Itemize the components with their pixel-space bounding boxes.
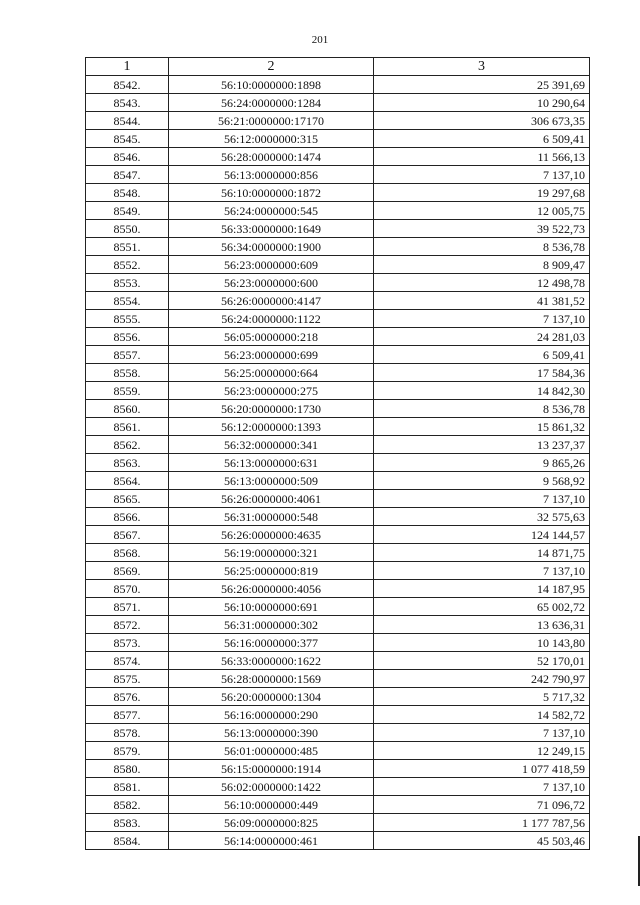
table-row bbox=[86, 220, 590, 238]
value-cell: 124 144,57 bbox=[374, 526, 590, 544]
value-cell: 6 509,41 bbox=[374, 346, 590, 364]
table-row bbox=[86, 400, 590, 418]
table-row bbox=[86, 166, 590, 184]
row-number-cell: 8547. bbox=[86, 166, 169, 184]
value-cell: 52 170,01 bbox=[374, 652, 590, 670]
value-cell: 24 281,03 bbox=[374, 328, 590, 346]
table-row bbox=[86, 778, 590, 796]
value-cell: 14 582,72 bbox=[374, 706, 590, 724]
row-number-cell: 8575. bbox=[86, 670, 169, 688]
row-number-cell: 8543. bbox=[86, 94, 169, 112]
value-cell: 39 522,73 bbox=[374, 220, 590, 238]
cadastral-number-cell: 56:23:0000000:600 bbox=[169, 274, 374, 292]
row-number-cell: 8560. bbox=[86, 400, 169, 418]
table-row bbox=[86, 238, 590, 256]
cadastral-number-cell: 56:20:0000000:1304 bbox=[169, 688, 374, 706]
cadastral-number-cell: 56:16:0000000:290 bbox=[169, 706, 374, 724]
cadastral-number-cell: 56:23:0000000:699 bbox=[169, 346, 374, 364]
table-row bbox=[86, 94, 590, 112]
table-row bbox=[86, 346, 590, 364]
row-number-cell: 8553. bbox=[86, 274, 169, 292]
row-number-cell: 8563. bbox=[86, 454, 169, 472]
cadastral-number-cell: 56:24:0000000:1284 bbox=[169, 94, 374, 112]
table-row bbox=[86, 364, 590, 382]
value-cell: 12 005,75 bbox=[374, 202, 590, 220]
value-cell: 7 137,10 bbox=[374, 490, 590, 508]
cadastral-number-cell: 56:13:0000000:856 bbox=[169, 166, 374, 184]
row-number-cell: 8551. bbox=[86, 238, 169, 256]
table-row bbox=[86, 310, 590, 328]
table-row bbox=[86, 292, 590, 310]
value-cell: 7 137,10 bbox=[374, 724, 590, 742]
cadastral-number-cell: 56:25:0000000:664 bbox=[169, 364, 374, 382]
row-number-cell: 8544. bbox=[86, 112, 169, 130]
value-cell: 14 871,75 bbox=[374, 544, 590, 562]
cadastral-number-cell: 56:01:0000000:485 bbox=[169, 742, 374, 760]
table-row bbox=[86, 454, 590, 472]
row-number-cell: 8567. bbox=[86, 526, 169, 544]
table-row bbox=[86, 526, 590, 544]
table-row bbox=[86, 544, 590, 562]
row-number-cell: 8545. bbox=[86, 130, 169, 148]
value-cell: 1 177 787,56 bbox=[374, 814, 590, 832]
value-cell: 17 584,36 bbox=[374, 364, 590, 382]
row-number-cell: 8582. bbox=[86, 796, 169, 814]
cadastral-number-cell: 56:34:0000000:1900 bbox=[169, 238, 374, 256]
cadastral-number-cell: 56:09:0000000:825 bbox=[169, 814, 374, 832]
row-number-cell: 8548. bbox=[86, 184, 169, 202]
cadastral-number-cell: 56:26:0000000:4056 bbox=[169, 580, 374, 598]
cadastral-number-cell: 56:28:0000000:1569 bbox=[169, 670, 374, 688]
value-cell: 41 381,52 bbox=[374, 292, 590, 310]
value-cell: 13 636,31 bbox=[374, 616, 590, 634]
cadastral-number-cell: 56:24:0000000:1122 bbox=[169, 310, 374, 328]
value-cell: 1 077 418,59 bbox=[374, 760, 590, 778]
value-cell: 14 842,30 bbox=[374, 382, 590, 400]
table-body bbox=[86, 76, 590, 850]
value-cell: 7 137,10 bbox=[374, 310, 590, 328]
row-number-cell: 8578. bbox=[86, 724, 169, 742]
table-row bbox=[86, 274, 590, 292]
cadastral-number-cell: 56:25:0000000:819 bbox=[169, 562, 374, 580]
value-cell: 65 002,72 bbox=[374, 598, 590, 616]
cadastral-number-cell: 56:10:0000000:1872 bbox=[169, 184, 374, 202]
value-cell: 7 137,10 bbox=[374, 778, 590, 796]
header-row bbox=[86, 58, 590, 76]
value-cell: 45 503,46 bbox=[374, 832, 590, 850]
cadastral-number-cell: 56:12:0000000:1393 bbox=[169, 418, 374, 436]
row-number-cell: 8559. bbox=[86, 382, 169, 400]
value-cell: 12 249,15 bbox=[374, 742, 590, 760]
row-number-cell: 8577. bbox=[86, 706, 169, 724]
table-row bbox=[86, 760, 590, 778]
table-row bbox=[86, 670, 590, 688]
table-row bbox=[86, 634, 590, 652]
row-number-cell: 8581. bbox=[86, 778, 169, 796]
row-number-cell: 8569. bbox=[86, 562, 169, 580]
column-header-3: 3 bbox=[374, 58, 590, 76]
row-number-cell: 8572. bbox=[86, 616, 169, 634]
row-number-cell: 8557. bbox=[86, 346, 169, 364]
cadastral-number-cell: 56:12:0000000:315 bbox=[169, 130, 374, 148]
value-cell: 306 673,35 bbox=[374, 112, 590, 130]
value-cell: 9 865,26 bbox=[374, 454, 590, 472]
cadastral-number-cell: 56:20:0000000:1730 bbox=[169, 400, 374, 418]
cadastral-number-cell: 56:15:0000000:1914 bbox=[169, 760, 374, 778]
value-cell: 8 536,78 bbox=[374, 238, 590, 256]
row-number-cell: 8580. bbox=[86, 760, 169, 778]
table-row bbox=[86, 328, 590, 346]
row-number-cell: 8568. bbox=[86, 544, 169, 562]
cadastral-number-cell: 56:32:0000000:341 bbox=[169, 436, 374, 454]
value-cell: 32 575,63 bbox=[374, 508, 590, 526]
table-row bbox=[86, 616, 590, 634]
cadastral-number-cell: 56:19:0000000:321 bbox=[169, 544, 374, 562]
row-number-cell: 8576. bbox=[86, 688, 169, 706]
cadastral-number-cell: 56:28:0000000:1474 bbox=[169, 148, 374, 166]
table-row bbox=[86, 580, 590, 598]
table-row bbox=[86, 562, 590, 580]
row-number-cell: 8555. bbox=[86, 310, 169, 328]
cadastral-number-cell: 56:13:0000000:631 bbox=[169, 454, 374, 472]
row-number-cell: 8558. bbox=[86, 364, 169, 382]
value-cell: 11 566,13 bbox=[374, 148, 590, 166]
row-number-cell: 8566. bbox=[86, 508, 169, 526]
cadastral-number-cell: 56:26:0000000:4061 bbox=[169, 490, 374, 508]
cadastral-number-cell: 56:16:0000000:377 bbox=[169, 634, 374, 652]
row-number-cell: 8554. bbox=[86, 292, 169, 310]
table-row bbox=[86, 490, 590, 508]
table-row bbox=[86, 796, 590, 814]
row-number-cell: 8584. bbox=[86, 832, 169, 850]
cadastral-number-cell: 56:13:0000000:509 bbox=[169, 472, 374, 490]
page-number: 201 bbox=[311, 34, 329, 46]
cadastral-table bbox=[85, 57, 590, 850]
value-cell: 10 290,64 bbox=[374, 94, 590, 112]
value-cell: 7 137,10 bbox=[374, 166, 590, 184]
table-row bbox=[86, 418, 590, 436]
row-number-cell: 8556. bbox=[86, 328, 169, 346]
table-row bbox=[86, 382, 590, 400]
cadastral-number-cell: 56:23:0000000:275 bbox=[169, 382, 374, 400]
cadastral-number-cell: 56:31:0000000:548 bbox=[169, 508, 374, 526]
row-number-cell: 8546. bbox=[86, 148, 169, 166]
value-cell: 242 790,97 bbox=[374, 670, 590, 688]
value-cell: 7 137,10 bbox=[374, 562, 590, 580]
cadastral-number-cell: 56:33:0000000:1649 bbox=[169, 220, 374, 238]
table-row bbox=[86, 832, 590, 850]
table-row bbox=[86, 652, 590, 670]
row-number-cell: 8579. bbox=[86, 742, 169, 760]
cadastral-number-cell: 56:13:0000000:390 bbox=[169, 724, 374, 742]
table-row bbox=[86, 76, 590, 94]
table-row bbox=[86, 472, 590, 490]
table-row bbox=[86, 598, 590, 616]
cadastral-number-cell: 56:02:0000000:1422 bbox=[169, 778, 374, 796]
cadastral-number-cell: 56:21:0000000:17170 bbox=[169, 112, 374, 130]
cadastral-number-cell: 56:26:0000000:4147 bbox=[169, 292, 374, 310]
cadastral-number-cell: 56:24:0000000:545 bbox=[169, 202, 374, 220]
value-cell: 12 498,78 bbox=[374, 274, 590, 292]
value-cell: 9 568,92 bbox=[374, 472, 590, 490]
row-number-cell: 8565. bbox=[86, 490, 169, 508]
row-number-cell: 8564. bbox=[86, 472, 169, 490]
value-cell: 71 096,72 bbox=[374, 796, 590, 814]
row-number-cell: 8573. bbox=[86, 634, 169, 652]
value-cell: 14 187,95 bbox=[374, 580, 590, 598]
row-number-cell: 8549. bbox=[86, 202, 169, 220]
table-row bbox=[86, 814, 590, 832]
column-header-1: 1 bbox=[86, 58, 169, 76]
table-row bbox=[86, 112, 590, 130]
row-number-cell: 8583. bbox=[86, 814, 169, 832]
table-row bbox=[86, 724, 590, 742]
table-header bbox=[86, 58, 590, 76]
row-number-cell: 8574. bbox=[86, 652, 169, 670]
cadastral-number-cell: 56:10:0000000:691 bbox=[169, 598, 374, 616]
row-number-cell: 8571. bbox=[86, 598, 169, 616]
value-cell: 13 237,37 bbox=[374, 436, 590, 454]
value-cell: 15 861,32 bbox=[374, 418, 590, 436]
table-row bbox=[86, 508, 590, 526]
row-number-cell: 8550. bbox=[86, 220, 169, 238]
cadastral-number-cell: 56:10:0000000:449 bbox=[169, 796, 374, 814]
row-number-cell: 8562. bbox=[86, 436, 169, 454]
table-row bbox=[86, 706, 590, 724]
value-cell: 10 143,80 bbox=[374, 634, 590, 652]
table-row bbox=[86, 742, 590, 760]
table-row bbox=[86, 256, 590, 274]
value-cell: 8 536,78 bbox=[374, 400, 590, 418]
table-row bbox=[86, 688, 590, 706]
table-row bbox=[86, 148, 590, 166]
value-cell: 19 297,68 bbox=[374, 184, 590, 202]
value-cell: 25 391,69 bbox=[374, 76, 590, 94]
row-number-cell: 8561. bbox=[86, 418, 169, 436]
table-row bbox=[86, 436, 590, 454]
value-cell: 8 909,47 bbox=[374, 256, 590, 274]
value-cell: 5 717,32 bbox=[374, 688, 590, 706]
cadastral-number-cell: 56:05:0000000:218 bbox=[169, 328, 374, 346]
table-row bbox=[86, 130, 590, 148]
value-cell: 6 509,41 bbox=[374, 130, 590, 148]
row-number-cell: 8552. bbox=[86, 256, 169, 274]
cadastral-number-cell: 56:10:0000000:1898 bbox=[169, 76, 374, 94]
cadastral-number-cell: 56:14:0000000:461 bbox=[169, 832, 374, 850]
row-number-cell: 8542. bbox=[86, 76, 169, 94]
cadastral-number-cell: 56:33:0000000:1622 bbox=[169, 652, 374, 670]
cadastral-number-cell: 56:26:0000000:4635 bbox=[169, 526, 374, 544]
column-header-2: 2 bbox=[169, 58, 374, 76]
table-row bbox=[86, 184, 590, 202]
cadastral-number-cell: 56:23:0000000:609 bbox=[169, 256, 374, 274]
cadastral-number-cell: 56:31:0000000:302 bbox=[169, 616, 374, 634]
row-number-cell: 8570. bbox=[86, 580, 169, 598]
table-row bbox=[86, 202, 590, 220]
